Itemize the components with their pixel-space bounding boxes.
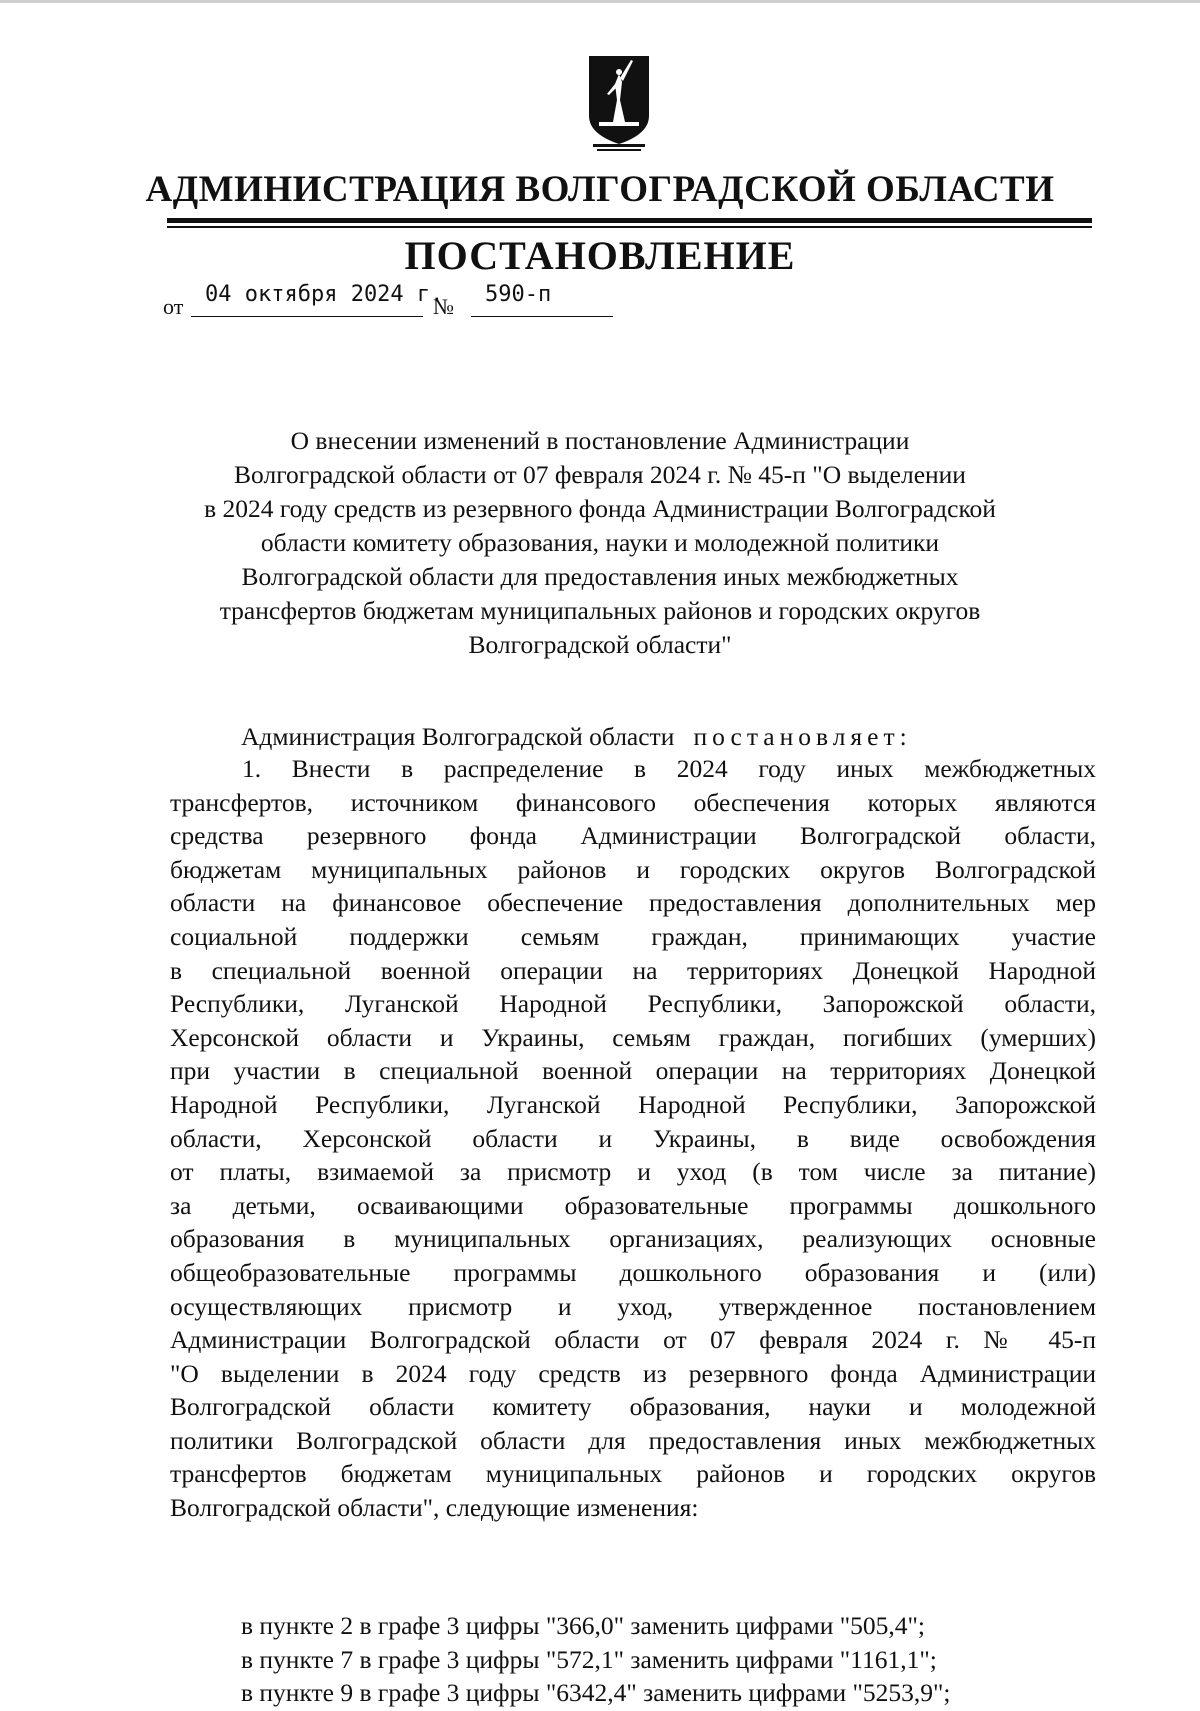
paragraph-line: Херсонской области и Украины, семьям граждан, погибших (умерших) bbox=[170, 1022, 1096, 1052]
paragraph-line: при участии в специальной военной операции на территориях Донецкой bbox=[170, 1056, 1096, 1086]
document-type: ПОСТАНОВЛЕНИЕ bbox=[404, 233, 796, 278]
paragraph-line: социальной поддержки семьям граждан, принимающих участие bbox=[170, 921, 1096, 951]
paragraph-line: бюджетам муниципальных районов и городских округов Волгоградской bbox=[170, 854, 1096, 884]
header-rule-thin bbox=[167, 226, 1092, 228]
document-title bbox=[150, 424, 1050, 662]
changes-list bbox=[241, 1609, 951, 1710]
header-rule-thick bbox=[167, 218, 1092, 223]
paragraph-line: общеобразовательные программы дошкольного образования и (или) bbox=[170, 1257, 1096, 1287]
paragraph-line: средства резервного фонда Администрации Волгоградской области, bbox=[170, 821, 1096, 851]
number-underline bbox=[471, 316, 613, 317]
document-date: 04 октября 2024 г. bbox=[205, 282, 444, 307]
change-item: в пункте 7 в графе 3 цифры "572,1" заменить цифрами "1161,1"; bbox=[241, 1644, 937, 1674]
paragraph-line: Республики, Луганской Народной Республики, Запорожской области, bbox=[170, 989, 1096, 1019]
preamble bbox=[241, 722, 912, 752]
title-line: Волгоградской области от 07 февраля 2024 г. № 45-п "О выделении bbox=[234, 460, 966, 489]
paragraph-line: Администрации Волгоградской области от 07 февраля 2024 г. № 45-п bbox=[170, 1325, 1096, 1355]
paragraph-line: Волгоградской области комитету образования, науки и молодежной bbox=[170, 1392, 1096, 1422]
paragraph-line: области, Херсонской области и Украины, в виде освобождения bbox=[170, 1123, 1096, 1153]
paragraph-line: Волгоградской области", следующие изменения: bbox=[170, 1493, 699, 1523]
paragraph-line: "О выделении в 2024 году средств из резервного фонда Администрации bbox=[170, 1358, 1096, 1388]
paragraph-line: трансфертов бюджетам муниципальных районов и городских округов bbox=[170, 1459, 1096, 1489]
paragraph-line: образования в муниципальных организациях, реализующих основные bbox=[170, 1224, 1096, 1254]
dateline bbox=[163, 282, 623, 322]
change-item: в пункте 9 в графе 3 цифры "6342,4" заменить цифрами "5253,9"; bbox=[241, 1678, 951, 1708]
title-line: Волгоградской области для предоставления иных межбюджетных bbox=[241, 562, 959, 591]
paragraph-line: политики Волгоградской области для предоставления иных межбюджетных bbox=[170, 1425, 1096, 1455]
paragraph-line: Народной Республики, Луганской Народной Республики, Запорожской bbox=[170, 1089, 1096, 1119]
preamble-verb: постановляет: bbox=[693, 722, 912, 751]
paragraph-1 bbox=[170, 752, 1096, 1525]
document-number: 590-п bbox=[485, 282, 552, 307]
paragraph-line: за детьми, осваивающими образовательные программы дошкольного bbox=[170, 1190, 1096, 1220]
organization-name: АДМИНИСТРАЦИЯ ВОЛГОГРАДСКОЙ ОБЛАСТИ bbox=[145, 169, 1055, 210]
paragraph-line: от платы, взимаемой за присмотр и уход (в том числе за питание) bbox=[170, 1157, 1096, 1187]
volgograd-coat-of-arms-icon bbox=[587, 54, 651, 152]
title-line: в 2024 году средств из резервного фонда Администрации Волгоградской bbox=[204, 494, 996, 523]
paragraph-line: осуществляющих присмотр и уход, утвержденное постановлением bbox=[170, 1291, 1096, 1321]
paragraph-line: в специальной военной операции на территориях Донецкой Народной bbox=[170, 955, 1096, 985]
change-item: в пункте 2 в графе 3 цифры "366,0" заменить цифрами "505,4"; bbox=[241, 1611, 926, 1640]
number-label: № bbox=[433, 294, 454, 319]
title-line: О внесении изменений в постановление Администрации bbox=[290, 426, 910, 455]
title-line: трансфертов бюджетам муниципальных районов и городских округов bbox=[219, 596, 981, 625]
paragraph-line: 1. Внести в распределение в 2024 году иных межбюджетных bbox=[242, 754, 1096, 783]
paragraph-line: области на финансовое обеспечение предоставления дополнительных мер bbox=[170, 888, 1096, 918]
scan-edge-line bbox=[0, 0, 1200, 3]
title-line: области комитету образования, науки и молодежной политики bbox=[260, 528, 940, 557]
title-line: Волгоградской области" bbox=[468, 630, 732, 659]
preamble-subject: Администрация Волгоградской области bbox=[241, 722, 675, 751]
date-underline bbox=[191, 316, 423, 317]
paragraph-line: трансфертов, источником финансового обеспечения которых являются bbox=[170, 787, 1096, 817]
date-from-label: от bbox=[163, 294, 184, 319]
